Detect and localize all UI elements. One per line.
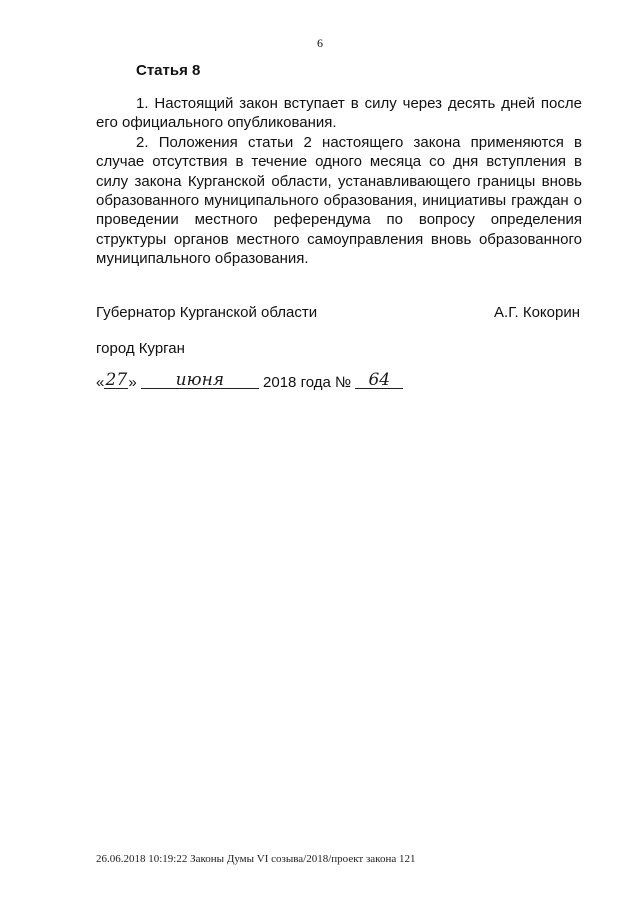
page-number: 6 (317, 36, 323, 50)
number-sign: № (335, 374, 352, 391)
date-open-quote: « (96, 374, 105, 391)
article-title: Статья 8 (136, 62, 201, 79)
article-body (96, 94, 582, 269)
signatory-position: Губернатор Курганской области (96, 304, 318, 321)
footer-meta: 26.06.2018 10:19:22 Законы Думы VI созыва/2018/проект закона 121 (96, 853, 416, 865)
city-label: город Курган (96, 340, 185, 357)
date-month-handwritten: июня (141, 372, 259, 389)
date-year-text: 2018 года (263, 374, 331, 391)
paragraph-1: 1. Настоящий закон вступает в силу через десять дней после его официального опубликования. (96, 95, 582, 132)
date-line (96, 370, 403, 391)
paragraph-2: 2. Положения статьи 2 настоящего закона применяются в случае отсутствия в течение одного месяца со дня вступления в силу закона Курганской области, устанавливающего границы вновь образованного муниципального образования, инициативы граждан о проведении местного референдума по вопросу определения структуры органов местного самоуправления вновь образованного муниципального образования. (96, 133, 582, 268)
date-close-quote: » (128, 374, 137, 391)
signature-row (96, 304, 582, 321)
date-day-handwritten: 27 (105, 370, 128, 390)
signatory-name: А.Г. Кокорин (494, 304, 580, 321)
law-number-handwritten: 64 (355, 372, 403, 389)
